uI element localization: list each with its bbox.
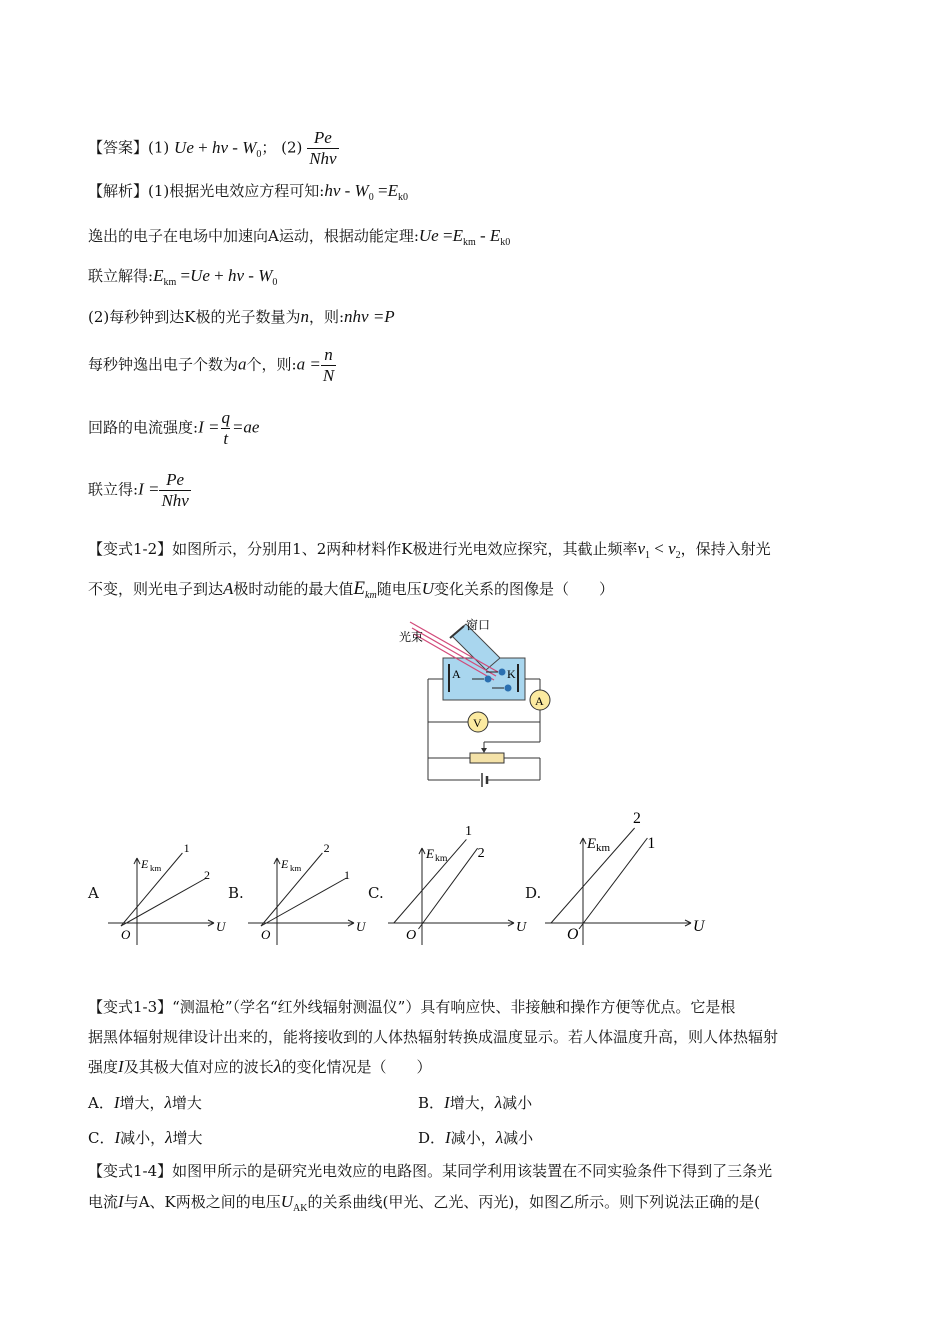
v12-option-label-1[interactable]: B. xyxy=(228,884,244,902)
v13-choice-b[interactable]: B．I增大，λ减小 xyxy=(418,1093,533,1112)
analysis-line7: 联立得:I = $\frac{Pe}{\text{Nhν}}$ xyxy=(88,470,189,510)
analysis-line6: 回路的电流强度:I = $\frac{q}{t}$ =ae xyxy=(88,408,260,448)
v12-option-graph-1 xyxy=(248,841,368,945)
v12-option-label-2[interactable]: C. xyxy=(368,884,384,902)
y-axis-label-sub: km xyxy=(290,863,302,873)
v13-line1: 【变式1-3】“测温枪”（学名“红外线辐射测温仪”）具有响应快、非接触和操作方便等优点。它是根 xyxy=(88,998,736,1016)
v13-choice-c[interactable]: C．I减小，λ增大 xyxy=(88,1128,203,1147)
answer-frac: $\frac{Pe}{\text{Nhν}}$ xyxy=(309,128,337,168)
analysis-line2: 逸出的电子在电场中加速向A运动，根据动能定理:Ue $=E_{km} - E_{k0}$ xyxy=(88,226,511,248)
v12-line1: 【变式1-2】如图所示，分别用1、2两种材料作K极进行光电效应探究，其截止频率$\nu_1 < \nu_2$，保持入射光 xyxy=(88,539,771,561)
answer-label: 【答案】 xyxy=(88,138,149,157)
v12-option-graph-0 xyxy=(108,841,228,945)
x-axis-label: U xyxy=(356,919,366,934)
y-axis-label-sub: km xyxy=(596,842,611,854)
series-label-upper: 2 xyxy=(633,810,641,827)
v12-label: 【变式1-2】 xyxy=(88,540,173,558)
y-axis-label-sub: km xyxy=(435,853,448,864)
x-axis-label: U xyxy=(516,919,527,935)
series-line-lower xyxy=(121,878,206,926)
v12-option-label-3[interactable]: D. xyxy=(525,884,542,902)
analysis-line4: (2)每秒钟到达K极的光子数量为n，则:nhν =P xyxy=(88,307,395,326)
analysis-label: 【解析】 xyxy=(88,182,149,200)
v13-choice-d[interactable]: D．I减小，λ减小 xyxy=(418,1128,534,1147)
analysis-line5: 每秒钟逸出电子个数为a个，则:a = $\frac{n}{N}$ xyxy=(88,345,335,385)
y-axis-label: E xyxy=(141,857,149,871)
v12-option-graph-2 xyxy=(388,823,528,945)
y-axis-label: E xyxy=(426,846,434,861)
answer-expr1: $Ue + h\nu - W_0$ xyxy=(174,137,262,160)
y-axis-label: E xyxy=(281,857,289,871)
x-axis-label: U xyxy=(216,919,226,934)
window-label: 窗口 xyxy=(466,618,491,632)
v13-line3: 强度I及其极大值对应的波长λ的变化情况是（ ） xyxy=(88,1056,432,1076)
v14-label: 【变式1-4】 xyxy=(88,1162,173,1180)
origin-label: O xyxy=(121,927,131,942)
series-label-upper: 2 xyxy=(323,841,330,855)
analysis-line1: 【解析】(1)根据光电效应方程可知:hν - $W_0 =E_{k0}$ xyxy=(88,181,408,203)
v13-choice-a[interactable]: A．I增大，λ增大 xyxy=(88,1093,202,1112)
cathode-label: K xyxy=(507,667,516,681)
origin-label: O xyxy=(261,927,271,942)
answer-part2: (2) xyxy=(281,138,303,157)
anode-label: A xyxy=(452,667,461,681)
series-label-lower: 1 xyxy=(647,835,656,852)
x-axis-label: U xyxy=(693,918,705,935)
answer-line xyxy=(88,128,339,169)
photoelectric-apparatus-figure xyxy=(390,612,550,792)
v12-option-label-0[interactable]: A xyxy=(88,884,99,902)
answer-sep: ； xyxy=(261,138,277,157)
series-label-lower: 2 xyxy=(477,845,485,861)
y-axis-label-sub: km xyxy=(150,863,162,873)
series-label-upper: 1 xyxy=(183,841,190,855)
series-line-lower xyxy=(261,878,346,926)
y-axis-label: E xyxy=(587,836,597,852)
svg-text:A: A xyxy=(535,694,544,708)
series-label-upper: 1 xyxy=(465,823,473,839)
answer-part1: (1) xyxy=(148,138,170,157)
series-label-lower: 2 xyxy=(204,868,210,882)
v12-option-graph-3 xyxy=(545,810,705,945)
v14-line2: 电流I与A、K两极之间的电压$U_{AK}$的关系曲线(甲光、乙光、丙光)，如图乙所示。则下列说法正确的是( xyxy=(88,1192,761,1214)
origin-label: O xyxy=(567,926,579,943)
v13-line2: 据黑体辐射规律设计出来的，能将接收到的人体热辐射转换成温度显示。若人体温度升高，则人体热辐射 xyxy=(88,1028,779,1046)
v14-line1: 【变式1-4】如图甲所示的是研究光电效应的电路图。某同学利用该装置在不同实验条件下得到了三条光 xyxy=(88,1162,773,1180)
beam-label: 光束 xyxy=(399,630,424,644)
v12-line2: 不变，则光电子到达A极时动能的最大值$E_{km}$随电压U变化关系的图像是（ ） xyxy=(88,578,615,601)
analysis-line3: 联立解得$:E_{km} =Ue + h\nu - W_0$ xyxy=(88,266,278,288)
origin-label: O xyxy=(406,927,417,943)
svg-text:V: V xyxy=(473,716,482,730)
series-label-lower: 1 xyxy=(344,868,350,882)
v13-label: 【变式1-3】 xyxy=(88,998,173,1016)
rheostat-icon xyxy=(470,753,504,763)
